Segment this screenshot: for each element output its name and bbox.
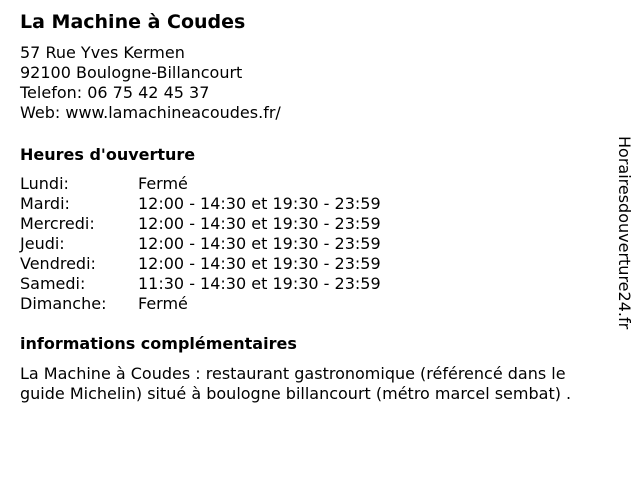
hours-time: 12:00 - 14:30 et 19:30 - 23:59: [138, 194, 381, 213]
address-city: 92100 Boulogne-Billancourt: [20, 63, 243, 82]
hours-table: [20, 174, 381, 314]
hours-row-dimanche: [20, 294, 381, 314]
hours-day: Mercredi:: [20, 214, 95, 233]
hours-time: 12:00 - 14:30 et 19:30 - 23:59: [138, 214, 381, 233]
info-line: guide Michelin) situé à boulogne billancourt (métro marcel sembat) .: [20, 384, 572, 403]
site-watermark: Horairesdouverture24.fr: [615, 136, 634, 330]
hours-day: Vendredi:: [20, 254, 96, 273]
hours-day: Dimanche:: [20, 294, 107, 313]
website: Web: www.lamachineacoudes.fr/: [20, 103, 281, 122]
hours-row-samedi: [20, 274, 381, 294]
hours-time: 11:30 - 14:30 et 19:30 - 23:59: [138, 274, 381, 293]
info-text: [20, 364, 625, 404]
hours-time: Fermé: [138, 294, 188, 313]
contact-block: [20, 43, 281, 123]
hours-day: Jeudi:: [20, 234, 65, 253]
page-title: La Machine à Coudes: [20, 11, 246, 33]
hours-row-mardi: [20, 194, 381, 214]
hours-time: 12:00 - 14:30 et 19:30 - 23:59: [138, 234, 381, 253]
info-line: La Machine à Coudes : restaurant gastronomique (référencé dans le: [20, 364, 566, 383]
hours-row-mercredi: [20, 214, 381, 234]
hours-time: Fermé: [138, 174, 188, 193]
hours-time: 12:00 - 14:30 et 19:30 - 23:59: [138, 254, 381, 273]
info-heading: informations complémentaires: [20, 334, 297, 353]
hours-heading: Heures d'ouverture: [20, 145, 196, 164]
phone-number: Telefon: 06 75 42 45 37: [20, 83, 210, 102]
hours-row-vendredi: [20, 254, 381, 274]
hours-day: Samedi:: [20, 274, 86, 293]
address-street: 57 Rue Yves Kermen: [20, 43, 185, 62]
hours-day: Mardi:: [20, 194, 70, 213]
hours-row-lundi: [20, 174, 381, 194]
hours-row-jeudi: [20, 234, 381, 254]
hours-day: Lundi:: [20, 174, 69, 193]
